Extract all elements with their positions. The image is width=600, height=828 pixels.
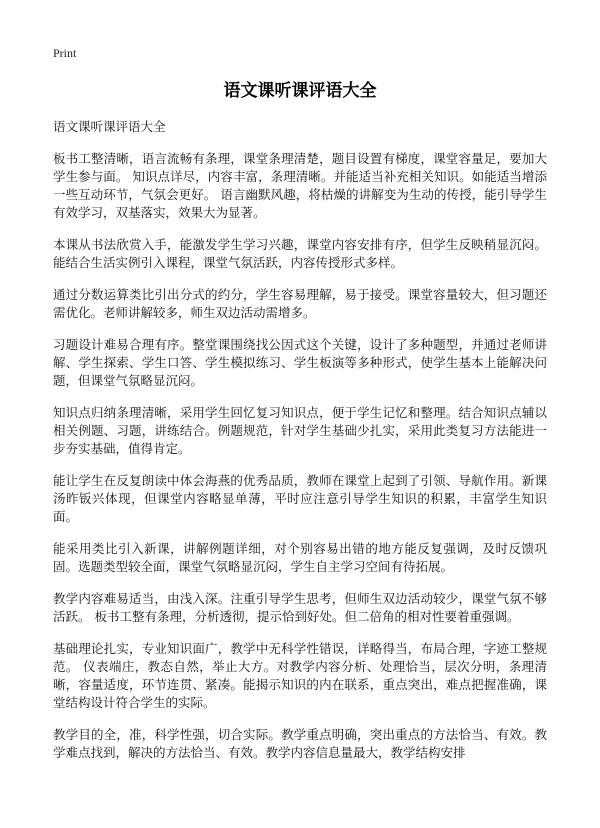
- paragraph-8: 教学内容难易适当，由浅入深。注重引导学生思考，但师生双边活动较少，课堂气氛不够活跃。 板书工整有条理，分析透彻，提示恰到好处。但二倍角的相对性要着重强调。: [53, 591, 547, 624]
- paragraph-6: 能让学生在反复朗读中体会海燕的优秀品质，教师在课堂上起到了引领、导航作用。新课汤昨钣兴体现，但课堂内容略显单薄，平时应注意引导学生知识的积累，丰富学生知识面。: [53, 473, 547, 524]
- paragraph-1: 板书工整清晰，语言流畅有条理，课堂条理清楚，题目设置有梯度，课堂容量足，要加大学生参与面。 知识点详尽，内容丰富，条理清晰。并能适当补充相关知识。如能适当增添一些互动环节，气氛会更好。 语言幽默风趣，将枯燥的讲解变为生动的传授，能引导学生有效学习，双基落实，效果大为显著。: [53, 151, 547, 220]
- print-link[interactable]: Print: [53, 46, 77, 60]
- document-title: 语文课听课评语大全: [223, 81, 377, 101]
- paragraph-10: 教学目的全，准，科学性强，切合实际。教学重点明确，突出重点的方法恰当、有效。教学难点找到，解决的方法恰当、有效。教学内容信息量最大，教学结构安排: [53, 727, 547, 760]
- paragraph-9: 基础理论扎实，专业知识面广，教学中无科学性错误，详略得当，布局合理，字迹工整规范。 仪表端庄，教态自然，举止大方。对教学内容分析、处理恰当，层次分明，条理清晰，容量适度，环节连贯、紧凑。能揭示知识的内在联系，重点突出，难点把握准确，课堂结构设计符合学生的实际。: [53, 641, 547, 710]
- paragraph-4: 习题设计难易合理有序。整堂课围绕找公因式这个关键，设计了多种题型，并通过老师讲解、学生探索、学生口答、学生模拟练习、学生板演等多种形式，使学生基本上能解决问题，但课堂气氛略显沉闷。: [53, 337, 547, 388]
- document-subtitle: 语文课听课评语大全: [53, 119, 166, 134]
- document-body: [53, 150, 547, 776]
- paragraph-2: 本课从书法欣赏入手，能激发学生学习兴趣，课堂内容安排有序，但学生反映稍显沉闷。能结合生活实例引入课程，课堂气氛活跃，内容传授形式多样。: [53, 237, 547, 270]
- paragraph-3: 通过分数运算类比引出分式的约分，学生容易理解，易于接受。课堂容量较大，但习题还需优化。老师讲解较多，师生双边活动需增多。: [53, 287, 547, 320]
- paragraph-5: 知识点归纳条理清晰，采用学生回忆复习知识点，便于学生记忆和整理。结合知识点辅以相关例题、习题，讲练结合。例题规范，针对学生基础少扎实，采用此类复习方法能进一步夯实基础，值得肯定。: [53, 405, 547, 456]
- paragraph-7: 能采用类比引入新课，讲解例题详细，对个别容易出错的地方能反复强调，及时反馈巩固。选题类型较全面，课堂气氛略显沉闷，学生自主学习空间有待拓展。: [53, 541, 547, 574]
